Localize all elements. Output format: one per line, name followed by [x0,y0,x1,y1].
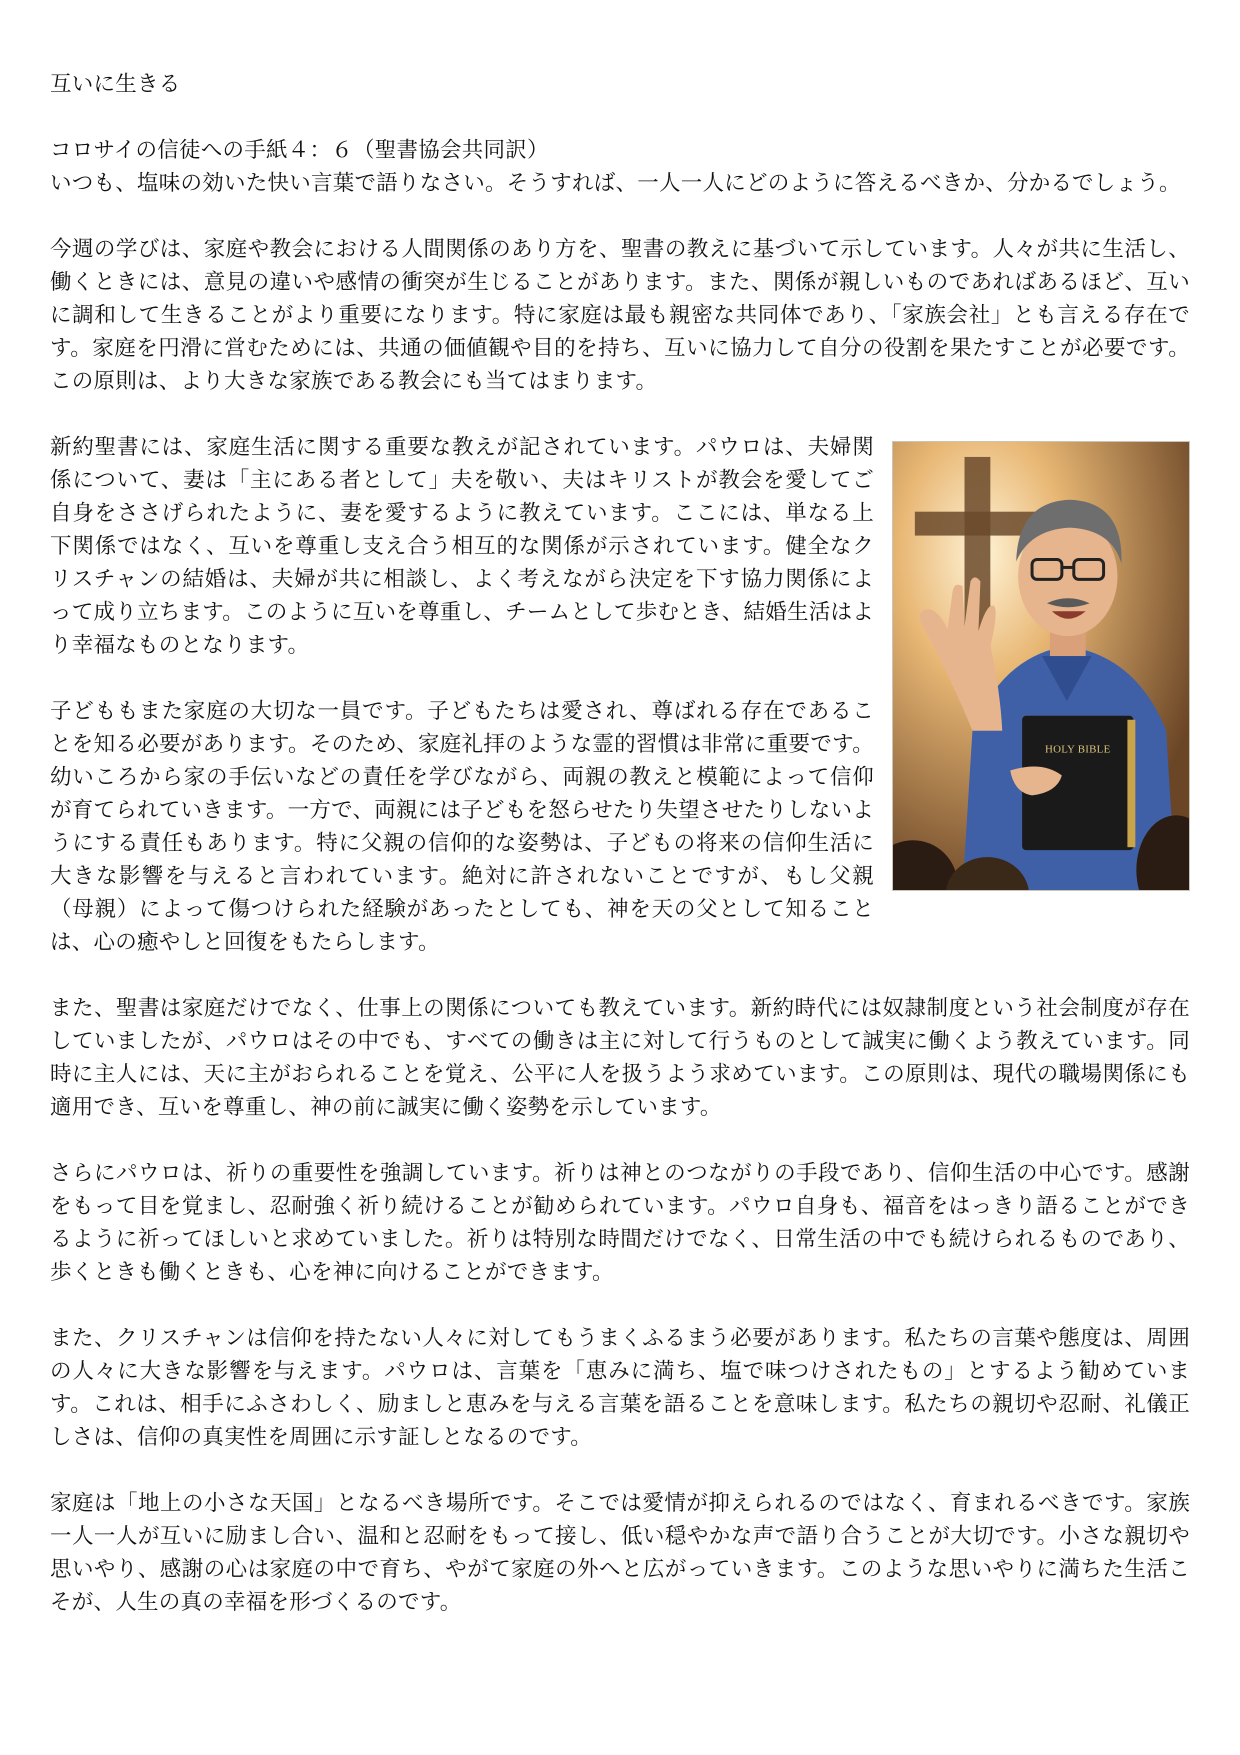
verse-text: いつも、塩味の効いた快い言葉で語りなさい。そうすれば、一人一人にどのように答えるべきか、分かるでしょう。 [50,171,1181,196]
document-title: 互いに生きる [50,72,181,97]
verse-reference: コロサイの信徒への手紙４：６（聖書協会共同訳） [50,138,549,163]
paragraph-6: また、クリスチャンは信仰を持たない人々に対してもうまくふるまう必要があります。私たちの言葉や態度は、周囲の人々に大きな影響を与えます。パウロは、言葉を「恵みに満ち、塩で味つけされたもの」とするよう勧めています。これは、相手にふさわしく、励ましと恵みを与える言葉を語ることを意味します。私たちの親切や忍耐、礼儀正しさは、信仰の真実性を周囲に示す証しとなるのです。 [50,1326,1190,1450]
paragraph-5: さらにパウロは、祈りの重要性を強調しています。祈りは神とのつながりの手段であり、信仰生活の中心です。感謝をもって目を覚まし、忍耐強く祈り続けることが勧められています。パウロ自身も、福音をはっきり語ることができるように祈ってほしいと求めていました。祈りは特別な時間だけでなく、日常生活の中でも続けられるものであり、歩くときも働くときも、心を神に向けることができます。 [50,1161,1190,1285]
paragraph-3: 子どももまた家庭の大切な一員です。子どもたちは愛され、尊ばれる存在であることを知る必要があります。そのため、家庭礼拝のような霊的習慣は非常に重要です。幼いころから家の手伝いなどの責任を学びながら、両親の教えと模範によって信仰が育てられていきます。一方で、両親には子どもを怒らせたり失望させたりしないようにする責任もあります。特に父親の信仰的な姿勢は、子どもの将来の信仰生活に大きな影響を与えると言われています。絶対に許されないことですが、もし父親（母親）によって傷つけられた経験があったとしても、神を天の父として知ることは、心の癒やしと回復をもたらします。 [50,699,874,955]
bible-cover-text: HOLY BIBLE [1044,743,1111,756]
paragraph-7: 家庭は「地上の小さな天国」となるべき場所です。そこでは愛情が抑えられるのではなく、育まれるべきです。家族一人一人が互いに励まし合い、温和と忍耐をもって接し、低い穏やかな声で語り合うことが大切です。小さな親切や思いやり、感謝の心は家庭の中で育ち、やがて家庭の外へと広がっていきます。このような思いやりに満ちた生活こそが、人生の真の幸福を形づくるのです。 [50,1491,1190,1615]
pastor-illustration [892,441,1190,891]
paragraph-4: また、聖書は家庭だけでなく、仕事上の関係についても教えています。新約時代には奴隷制度という社会制度が存在していましたが、パウロはその中でも、すべての働きは主に対して行うものとして誠実に働くよう教えています。同時に主人には、天に主がおられることを覚え、公平に人を扱うよう求めています。この原則は、現代の職場関係にも適用でき、互いを尊重し、神の前に誠実に働く姿勢を示しています。 [50,996,1190,1120]
paragraph-1: 今週の学びは、家庭や教会における人間関係のあり方を、聖書の教えに基づいて示しています。人々が共に生活し、働くときには、意見の違いや感情の衝突が生じることがあります。また、関係が親しいものであればあるほど、互いに調和して生きることがより重要になります。特に家庭は最も親密な共同体であり、「家族会社」とも言える存在です。家庭を円滑に営むためには、共通の価値観や目的を持ち、互いに協力して自分の役割を果たすことが必要です。この原則は、より大きな家族である教会にも当てはまります。 [50,237,1190,394]
pastor-with-bible-image [893,442,1189,890]
paragraph-2: 新約聖書には、家庭生活に関する重要な教えが記されています。パウロは、夫婦関係について、妻は「主にある者として」夫を敬い、夫はキリストが教会を愛してご自身をささげられたように、妻を愛するように教えています。ここには、単なる上下関係ではなく、互いを尊重し支え合う相互的な関係が示されています。健全なクリスチャンの結婚は、夫婦が共に相談し、よく考えながら決定を下す協力関係によって成り立ちます。このように互いを尊重し、チームとして歩むとき、結婚生活はより幸福なものとなります。 [50,435,874,658]
